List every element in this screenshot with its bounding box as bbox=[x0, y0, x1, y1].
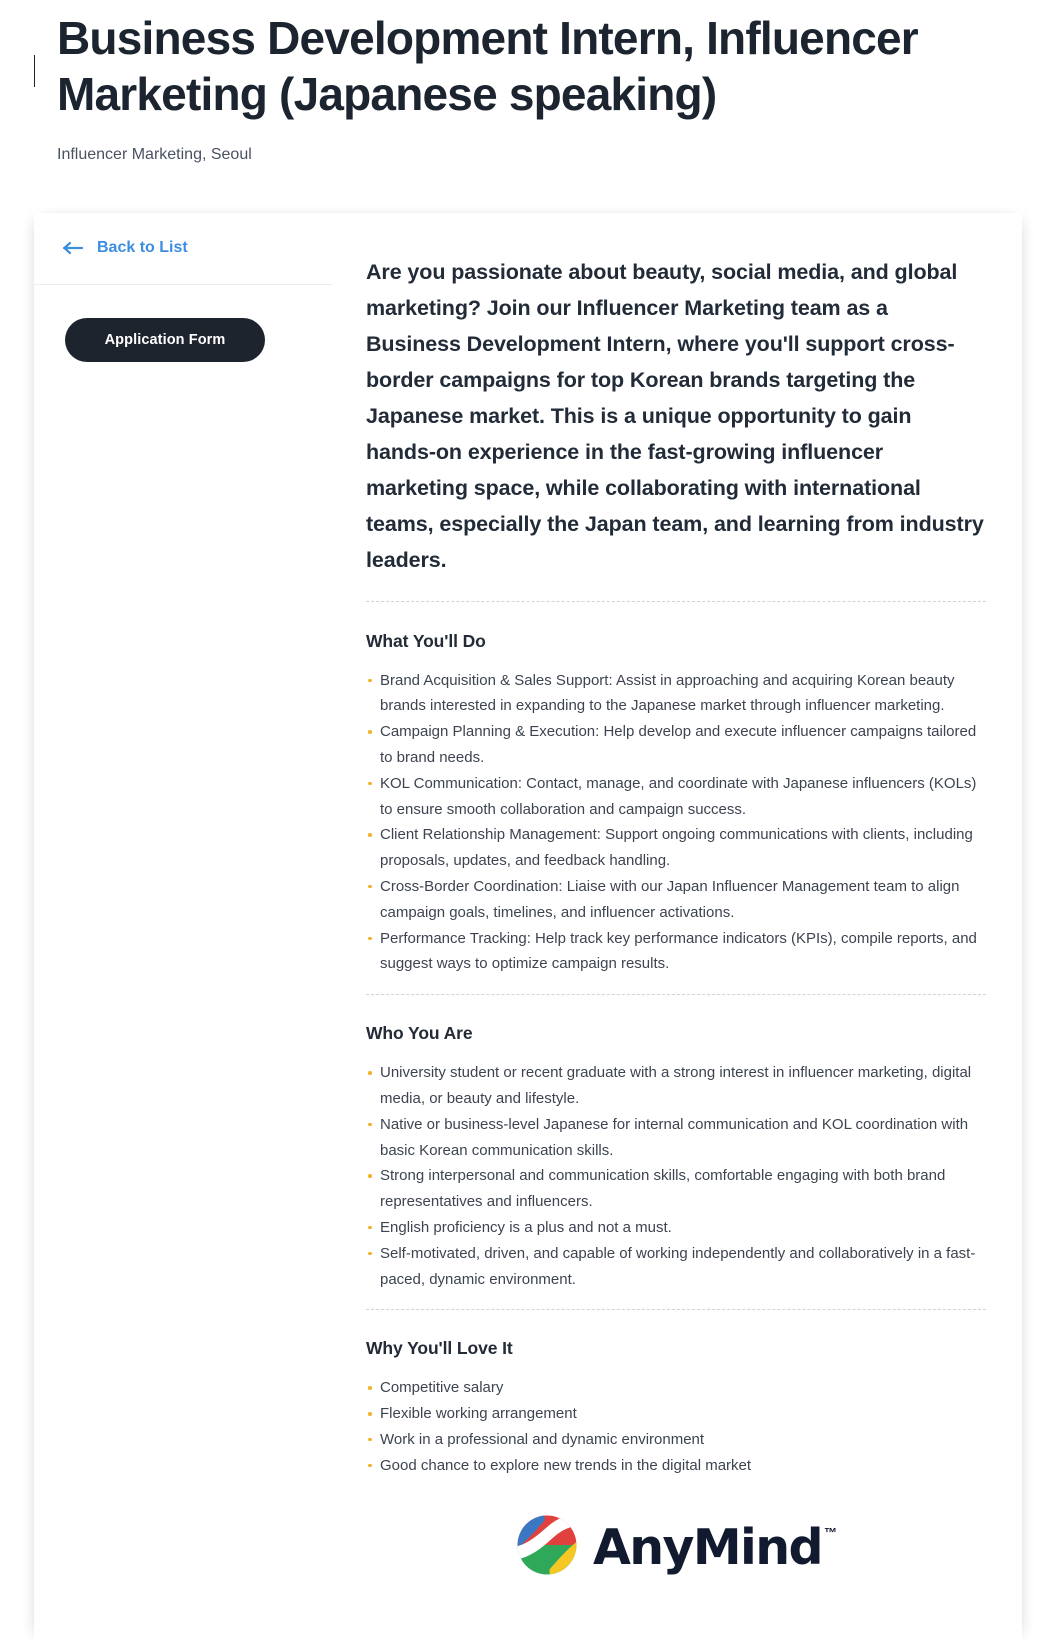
list-item: Client Relationship Management: Support ongoing communications with clients, including proposals, updates, and feedback handling. bbox=[366, 822, 986, 874]
section-who-you-are bbox=[366, 995, 986, 1310]
back-row bbox=[34, 213, 332, 285]
job-meta: Influencer Marketing, Seoul bbox=[57, 146, 252, 164]
company-logo-area bbox=[366, 1479, 986, 1642]
list-item: Brand Acquisition & Sales Support: Assist in approaching and acquiring Korean beauty brands interested in expanding to the Japanese market through influencer marketing. bbox=[366, 668, 986, 720]
list-item: Native or business-level Japanese for internal communication and KOL coordination with basic Korean communication skills. bbox=[366, 1112, 986, 1164]
list-item: Good chance to explore new trends in the digital market bbox=[366, 1453, 986, 1479]
list-item: Campaign Planning & Execution: Help develop and execute influencer campaigns tailored to brand needs. bbox=[366, 719, 986, 771]
list-item: English proficiency is a plus and not a must. bbox=[366, 1215, 986, 1241]
section-title: Who You Are bbox=[366, 1023, 473, 1044]
back-to-list-link[interactable] bbox=[62, 239, 188, 257]
section-title: What You'll Do bbox=[366, 630, 486, 651]
list-item: Strong interpersonal and communication skills, comfortable engaging with both brand representatives and influencers. bbox=[366, 1163, 986, 1215]
list-item: Flexible working arrangement bbox=[366, 1401, 986, 1427]
list-item: Work in a professional and dynamic environment bbox=[366, 1427, 986, 1453]
list-item: KOL Communication: Contact, manage, and coordinate with Japanese influencers (KOLs) to ensure smooth collaboration and campaign success. bbox=[366, 771, 986, 823]
bullet-list bbox=[366, 1375, 986, 1478]
sidebar bbox=[34, 213, 332, 362]
back-to-list-label: Back to List bbox=[97, 239, 188, 257]
anymind-wordmark-text: AnyMind bbox=[592, 1518, 823, 1576]
anymind-logo bbox=[515, 1513, 837, 1582]
list-item: University student or recent graduate with a strong interest in influencer marketing, digital media, or beauty and lifestyle. bbox=[366, 1060, 986, 1112]
job-intro-paragraph: Are you passionate about beauty, social media, and global marketing? Join our Influencer Marketing team as a Business Development Intern, where you'll support cross-border campaigns for top Korean brands targeting the Japanese market. This is a unique opportunity to gain hands-on experience in the fast-growing influencer marketing space, while collaborating with international teams, especially the Japan team, and learning from industry leaders. bbox=[366, 259, 984, 573]
title-accent-bar bbox=[34, 55, 35, 87]
anymind-logo-mark-icon bbox=[515, 1513, 579, 1582]
application-form-button[interactable]: Application Form bbox=[65, 318, 265, 362]
bullet-list bbox=[366, 1060, 986, 1292]
list-item: Competitive salary bbox=[366, 1375, 986, 1401]
page-title: Business Development Intern, Influencer Marketing (Japanese speaking) bbox=[57, 12, 918, 121]
bullet-list bbox=[366, 668, 986, 978]
section-why-youll-love-it bbox=[366, 1310, 986, 1478]
list-item: Cross-Border Coordination: Liaise with our Japan Influencer Management team to align campaign goals, timelines, and influencer activations. bbox=[366, 874, 986, 926]
job-detail-card bbox=[34, 213, 1022, 1642]
job-description bbox=[332, 213, 1022, 1642]
list-item: Self-motivated, driven, and capable of working independently and collaboratively in a fast-paced, dynamic environment. bbox=[366, 1241, 986, 1293]
section-title: Why You'll Love It bbox=[366, 1338, 513, 1359]
page-header bbox=[0, 0, 1053, 167]
trademark-symbol: ™ bbox=[824, 1524, 838, 1540]
list-item: Performance Tracking: Help track key performance indicators (KPIs), compile reports, and suggest ways to optimize campaign results. bbox=[366, 926, 986, 978]
section-what-youll-do bbox=[366, 602, 986, 996]
anymind-wordmark bbox=[592, 1518, 838, 1576]
arrow-left-icon bbox=[62, 241, 84, 255]
apply-button-wrap bbox=[34, 285, 332, 362]
